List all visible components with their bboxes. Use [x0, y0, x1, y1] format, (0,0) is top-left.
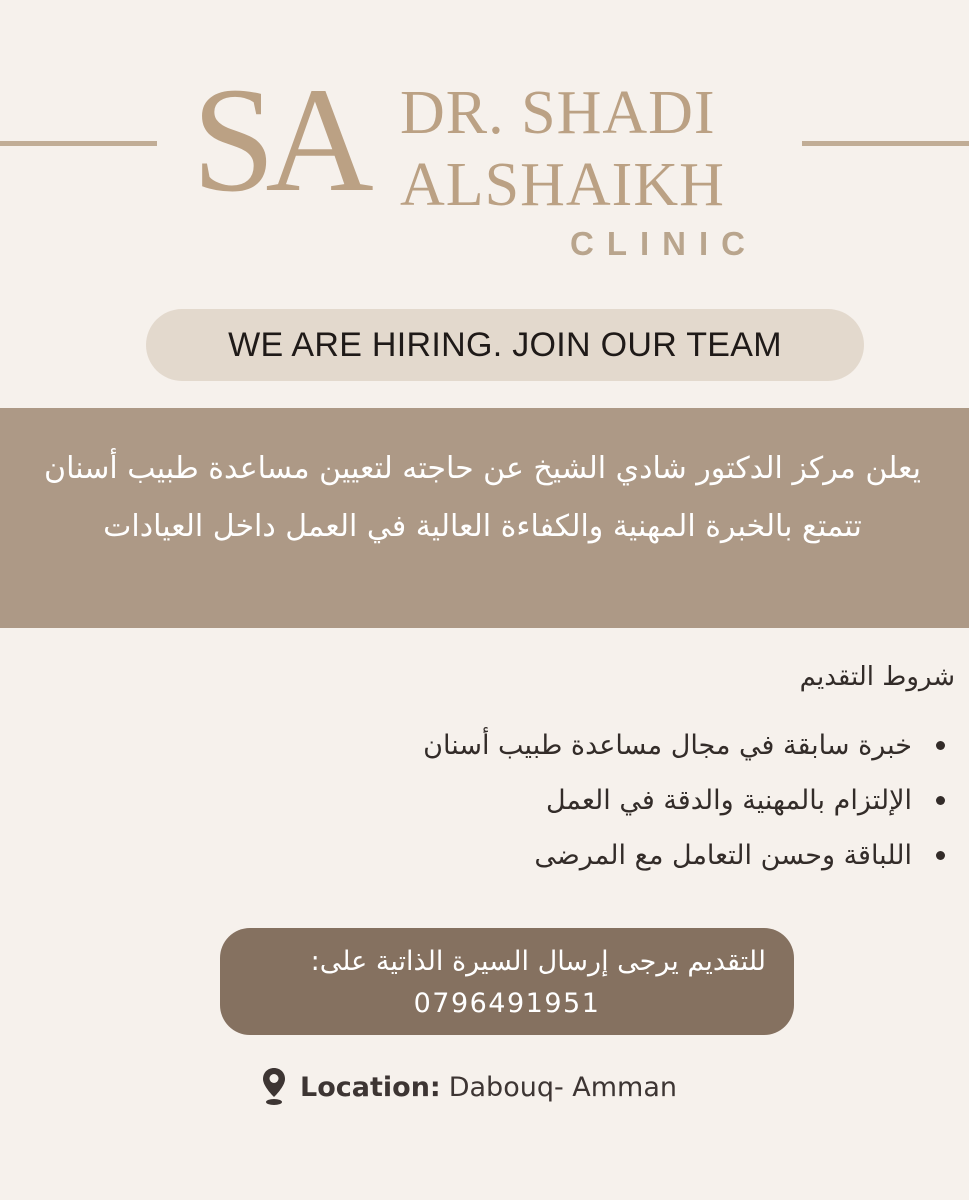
location-label: Location:: [300, 1071, 441, 1103]
bullet-icon: [936, 851, 945, 860]
announcement-band: [0, 408, 969, 628]
right-divider-line: [802, 141, 969, 146]
requirement-item: [245, 773, 945, 828]
requirements-list: [245, 718, 945, 883]
requirement-item: [245, 828, 945, 883]
logo-name-line2: ALSHAIKH: [400, 151, 725, 219]
location-pin-icon: [262, 1067, 286, 1107]
bullet-icon: [936, 796, 945, 805]
location-value: Dabouq- Amman: [448, 1071, 678, 1103]
logo-monogram: SA: [192, 57, 364, 223]
hiring-banner: [146, 309, 864, 381]
apply-box: [220, 928, 794, 1035]
requirement-text: خبرة سابقة في مجال مساعدة طبيب أسنان: [423, 730, 912, 761]
requirement-text: اللباقة وحسن التعامل مع المرضى: [534, 840, 912, 871]
bullet-icon: [936, 741, 945, 750]
location-row: [262, 1063, 677, 1111]
logo-subtitle: CLINIC: [570, 225, 758, 262]
hiring-text: WE ARE HIRING. JOIN OUR TEAM: [228, 325, 782, 364]
announcement-text: يعلن مركز الدكتور شادي الشيخ عن حاجته لتعيين مساعدة طبيب أسنان تتمتع بالخبرة المهنية والكفاءة العالية في العمل داخل العيادات: [44, 451, 921, 544]
apply-phone-number[interactable]: 0796491951: [413, 988, 601, 1019]
requirement-text: الإلتزام بالمهنية والدقة في العمل: [545, 785, 912, 816]
requirements-title: شروط التقديم: [799, 662, 955, 692]
apply-instruction: للتقديم يرجى إرسال السيرة الذاتية على:: [310, 946, 766, 977]
logo-name-line1: DR. SHADI: [400, 79, 716, 147]
requirement-item: [245, 718, 945, 773]
left-divider-line: [0, 141, 157, 146]
